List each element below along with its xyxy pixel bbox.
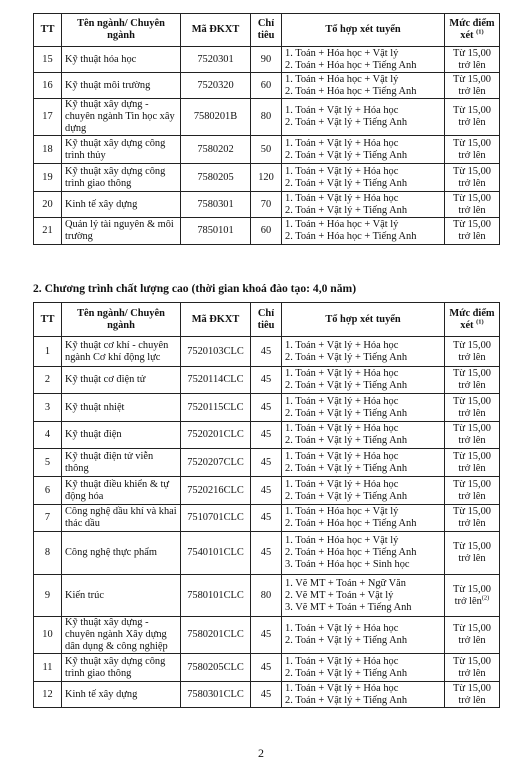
- row-major: Kỹ thuật xây dựng - chuyên ngành Tin học xây dựng: [62, 99, 181, 136]
- row-combo: 1. Toán + Hóa học + Vật lý 2. Toán + Hóa học + Tiếng Anh: [282, 73, 445, 99]
- row-quota: 45: [251, 682, 282, 708]
- table-row: [34, 337, 500, 367]
- row-quota: 45: [251, 422, 282, 449]
- table-row: [34, 532, 500, 575]
- row-quota: 60: [251, 218, 282, 245]
- header-score-note: (1): [476, 318, 484, 326]
- row-code: 7850101: [181, 218, 251, 245]
- row-major: Kỹ thuật xây dựng công trình giao thông: [62, 654, 181, 682]
- header-score-label: Mức điểm xét: [449, 307, 495, 331]
- header-quota: Chỉ tiêu: [251, 303, 282, 337]
- row-tt: 6: [34, 477, 62, 505]
- row-tt: 19: [34, 164, 62, 192]
- row-score: Từ 15,00 trở lên: [445, 136, 500, 164]
- row-combo: 1. Toán + Hóa học + Vật lý 2. Toán + Hóa học + Tiếng Anh 3. Toán + Hóa học + Sinh học: [282, 532, 445, 575]
- row-tt: 8: [34, 532, 62, 575]
- row-quota: 45: [251, 532, 282, 575]
- row-tt: 18: [34, 136, 62, 164]
- row-major: Kinh tế xây dựng: [62, 192, 181, 218]
- header-score: [445, 14, 500, 47]
- row-major: Kỹ thuật điều khiển & tự động hóa: [62, 477, 181, 505]
- header-combo: Tổ hợp xét tuyển: [282, 14, 445, 47]
- row-combo: 1. Toán + Vật lý + Hóa học 2. Toán + Vật lý + Tiếng Anh: [282, 654, 445, 682]
- row-score: Từ 15,00 trở lên: [445, 654, 500, 682]
- row-major: Kiến trúc: [62, 575, 181, 617]
- row-code: 7520103CLC: [181, 337, 251, 367]
- row-combo: 1. Toán + Hóa học + Vật lý 2. Toán + Hóa học + Tiếng Anh: [282, 47, 445, 73]
- table-row: [34, 47, 500, 73]
- row-code: 7580301: [181, 192, 251, 218]
- table-row: [34, 477, 500, 505]
- row-quota: 70: [251, 192, 282, 218]
- row-major: Quản lý tài nguyên & môi trường: [62, 218, 181, 245]
- row-quota: 50: [251, 136, 282, 164]
- table-row: [34, 367, 500, 394]
- row-major: Kỹ thuật nhiệt: [62, 394, 181, 422]
- row-code: 7520320: [181, 73, 251, 99]
- table1-body: [34, 47, 500, 245]
- row-code: 7580101CLC: [181, 575, 251, 617]
- row-major: Kỹ thuật cơ điện tử: [62, 367, 181, 394]
- row-score: Từ 15,00 trở lên: [445, 367, 500, 394]
- row-score: Từ 15,00 trở lên: [445, 394, 500, 422]
- row-quota: 60: [251, 73, 282, 99]
- table-row: [34, 218, 500, 245]
- row-tt: 1: [34, 337, 62, 367]
- table-row: [34, 617, 500, 654]
- admission-table-2: [33, 302, 500, 708]
- row-code: 7580202: [181, 136, 251, 164]
- row-code: 7540101CLC: [181, 532, 251, 575]
- table-row: [34, 394, 500, 422]
- row-tt: 5: [34, 449, 62, 477]
- row-combo: 1. Toán + Vật lý + Hóa học 2. Toán + Vật lý + Tiếng Anh: [282, 682, 445, 708]
- header-tt: TT: [34, 14, 62, 47]
- header-code: Mã ĐKXT: [181, 14, 251, 47]
- table-row: [34, 575, 500, 617]
- row-combo: 1. Toán + Vật lý + Hóa học 2. Toán + Vật lý + Tiếng Anh: [282, 136, 445, 164]
- table-row: [34, 449, 500, 477]
- row-tt: 10: [34, 617, 62, 654]
- table-row: [34, 422, 500, 449]
- row-code: 7520201CLC: [181, 422, 251, 449]
- row-code: 7520115CLC: [181, 394, 251, 422]
- row-combo: 1. Toán + Vật lý + Hóa học 2. Toán + Vật lý + Tiếng Anh: [282, 337, 445, 367]
- row-quota: 80: [251, 99, 282, 136]
- row-score: Từ 15,00 trở lên: [445, 682, 500, 708]
- header-major: Tên ngành/ Chuyên ngành: [62, 303, 181, 337]
- header-tt: TT: [34, 303, 62, 337]
- row-major: Kỹ thuật xây dựng công trình giao thông: [62, 164, 181, 192]
- row-code: 7580301CLC: [181, 682, 251, 708]
- section-2-title: 2. Chương trình chất lượng cao (thời gian khoá đào tạo: 4,0 năm): [33, 282, 357, 295]
- header-score: [445, 303, 500, 337]
- row-code: 7520216CLC: [181, 477, 251, 505]
- table-row: [34, 73, 500, 99]
- row-combo: 1. Toán + Vật lý + Hóa học 2. Toán + Vật lý + Tiếng Anh: [282, 617, 445, 654]
- row-major: Kỹ thuật điện tử viễn thông: [62, 449, 181, 477]
- row-score: Từ 15,00 trở lên: [445, 218, 500, 245]
- row-score: Từ 15,00 trở lên: [445, 505, 500, 532]
- row-quota: 120: [251, 164, 282, 192]
- row-quota: 45: [251, 477, 282, 505]
- row-tt: 16: [34, 73, 62, 99]
- row-combo: 1. Vẽ MT + Toán + Ngữ Văn 2. Vẽ MT + Toán + Vật lý 3. Vẽ MT + Toán + Tiếng Anh: [282, 575, 445, 617]
- table2-header-row: [34, 303, 500, 337]
- row-code: 7510701CLC: [181, 505, 251, 532]
- row-quota: 90: [251, 47, 282, 73]
- row-major: Công nghệ dầu khí và khai thác dầu: [62, 505, 181, 532]
- table-row: [34, 164, 500, 192]
- row-code: 7580205CLC: [181, 654, 251, 682]
- row-combo: 1. Toán + Vật lý + Hóa học 2. Toán + Vật lý + Tiếng Anh: [282, 367, 445, 394]
- row-tt: 15: [34, 47, 62, 73]
- row-score: Từ 15,00 trở lên: [445, 449, 500, 477]
- row-major: Kỹ thuật môi trường: [62, 73, 181, 99]
- row-tt: 21: [34, 218, 62, 245]
- row-score: Từ 15,00 trở lên: [445, 164, 500, 192]
- row-code: 7580201CLC: [181, 617, 251, 654]
- header-major: Tên ngành/ Chuyên ngành: [62, 14, 181, 47]
- row-major: Kỹ thuật xây dựng công trình thủy: [62, 136, 181, 164]
- row-combo: 1. Toán + Vật lý + Hóa học 2. Toán + Vật lý + Tiếng Anh: [282, 477, 445, 505]
- row-combo: 1. Toán + Hóa học + Vật lý 2. Toán + Hóa học + Tiếng Anh: [282, 505, 445, 532]
- row-combo: 1. Toán + Hóa học + Vật lý 2. Toán + Hóa học + Tiếng Anh: [282, 218, 445, 245]
- row-score: Từ 15,00 trở lên: [445, 477, 500, 505]
- row-combo: 1. Toán + Vật lý + Hóa học 2. Toán + Vật lý + Tiếng Anh: [282, 164, 445, 192]
- row-combo: 1. Toán + Vật lý + Hóa học 2. Toán + Vật lý + Tiếng Anh: [282, 394, 445, 422]
- row-major: Kỹ thuật điện: [62, 422, 181, 449]
- row-tt: 2: [34, 367, 62, 394]
- row-major: Kỹ thuật hóa học: [62, 47, 181, 73]
- row-quota: 45: [251, 367, 282, 394]
- row-quota: 45: [251, 394, 282, 422]
- row-tt: 7: [34, 505, 62, 532]
- row-tt: 4: [34, 422, 62, 449]
- row-combo: 1. Toán + Vật lý + Hóa học 2. Toán + Vật lý + Tiếng Anh: [282, 192, 445, 218]
- row-code: 7580201B: [181, 99, 251, 136]
- row-score: Từ 15,00 trở lên: [445, 337, 500, 367]
- row-tt: 12: [34, 682, 62, 708]
- table2-body: [34, 337, 500, 708]
- row-quota: 45: [251, 449, 282, 477]
- table-row: [34, 505, 500, 532]
- row-score: Từ 15,00 trở lên: [445, 422, 500, 449]
- row-quota: 45: [251, 617, 282, 654]
- header-code: Mã ĐKXT: [181, 303, 251, 337]
- row-code: 7580205: [181, 164, 251, 192]
- row-tt: 3: [34, 394, 62, 422]
- row-code: 7520301: [181, 47, 251, 73]
- row-score: [445, 575, 500, 617]
- row-quota: 45: [251, 505, 282, 532]
- row-major: Kỹ thuật cơ khí - chuyên ngành Cơ khí động lực: [62, 337, 181, 367]
- row-tt: 11: [34, 654, 62, 682]
- row-tt: 9: [34, 575, 62, 617]
- table-row: [34, 192, 500, 218]
- table-row: [34, 682, 500, 708]
- row-combo: 1. Toán + Vật lý + Hóa học 2. Toán + Vật lý + Tiếng Anh: [282, 422, 445, 449]
- row-score: Từ 15,00 trở lên: [445, 47, 500, 73]
- row-score-label: Từ 15,00 trở lên: [453, 583, 491, 607]
- table-row: [34, 136, 500, 164]
- row-major: Kinh tế xây dựng: [62, 682, 181, 708]
- row-tt: 20: [34, 192, 62, 218]
- table-row: [34, 654, 500, 682]
- header-score-note: (1): [476, 28, 484, 36]
- row-code: 7520207CLC: [181, 449, 251, 477]
- row-combo: 1. Toán + Vật lý + Hóa học 2. Toán + Vật lý + Tiếng Anh: [282, 449, 445, 477]
- row-quota: 45: [251, 337, 282, 367]
- row-tt: 17: [34, 99, 62, 136]
- header-score-label: Mức điểm xét: [449, 18, 495, 41]
- row-quota: 80: [251, 575, 282, 617]
- table-row: [34, 99, 500, 136]
- row-quota: 45: [251, 654, 282, 682]
- row-major: Kỹ thuật xây dựng - chuyên ngành Xây dựng dân dụng & công nghiệp: [62, 617, 181, 654]
- row-score: Từ 15,00 trở lên: [445, 192, 500, 218]
- header-quota: Chỉ tiêu: [251, 14, 282, 47]
- page-number: 2: [258, 746, 264, 760]
- row-score: Từ 15,00 trở lên: [445, 532, 500, 575]
- row-score: Từ 15,00 trở lên: [445, 617, 500, 654]
- row-combo: 1. Toán + Vật lý + Hóa học 2. Toán + Vật lý + Tiếng Anh: [282, 99, 445, 136]
- table1-header-row: [34, 14, 500, 47]
- row-score: Từ 15,00 trở lên: [445, 73, 500, 99]
- row-score: Từ 15,00 trở lên: [445, 99, 500, 136]
- row-score-note: (2): [481, 594, 490, 602]
- row-major: Công nghệ thực phẩm: [62, 532, 181, 575]
- row-code: 7520114CLC: [181, 367, 251, 394]
- admission-table-1: [33, 13, 500, 245]
- header-combo: Tổ hợp xét tuyển: [282, 303, 445, 337]
